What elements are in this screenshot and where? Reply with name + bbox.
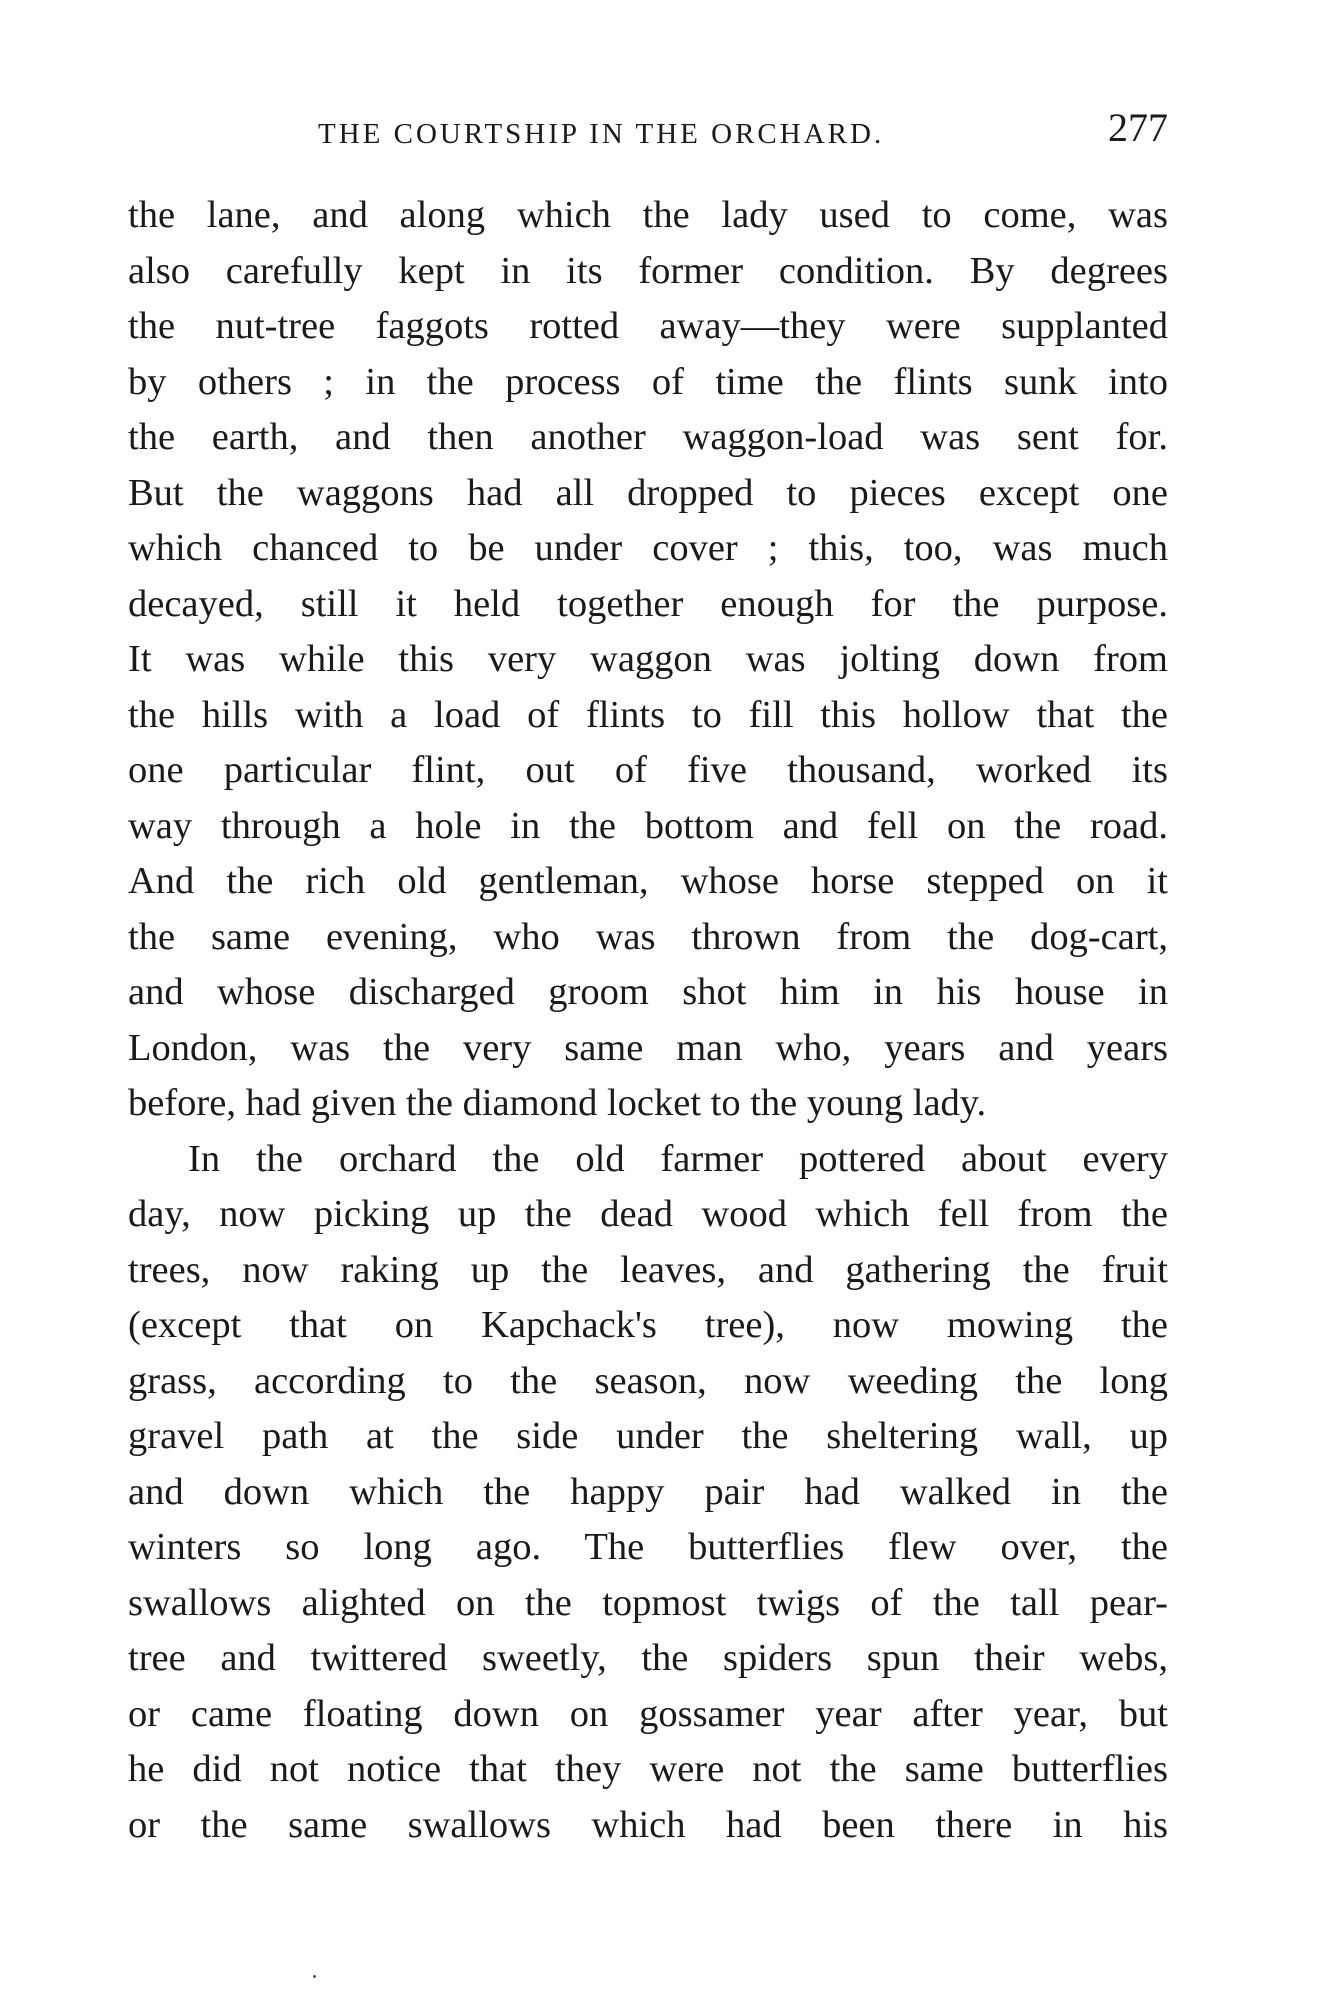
page-number: 277	[1108, 105, 1168, 150]
page-header	[128, 104, 1168, 164]
text-line: he did not notice that they were not the same butterflies	[128, 1748, 1168, 1790]
text-line: And the rich old gentleman, whose horse stepped on it	[128, 860, 1168, 902]
text-line-paragraph-start: In the orchard the old farmer pottered about every	[188, 1137, 1168, 1180]
text-line: and down which the happy pair had walked in the	[128, 1470, 1168, 1513]
text-line: or came floating down on gossamer year after year, but	[128, 1692, 1168, 1735]
text-line: way through a hole in the bottom and fell on the road.	[128, 804, 1168, 847]
text-line: decayed, still it held together enough for the purpose.	[128, 582, 1168, 625]
text-line: grass, according to the season, now weeding the long	[128, 1359, 1168, 1402]
text-line: or the same swallows which had been there in his	[128, 1803, 1168, 1846]
text-line: It was while this very waggon was jolting down from	[128, 638, 1168, 680]
text-line: the same evening, who was thrown from the dog-cart,	[128, 915, 1168, 958]
body-text	[128, 188, 1168, 1853]
text-line: also carefully kept in its former condition. By degrees	[128, 249, 1168, 292]
text-line: gravel path at the side under the sheltering wall, up	[128, 1415, 1168, 1457]
text-line: by others ; in the process of time the flints sunk into	[128, 360, 1168, 403]
text-line: and whose discharged groom shot him in his house in	[128, 971, 1168, 1013]
text-line: tree and twittered sweetly, the spiders spun their webs,	[128, 1637, 1168, 1679]
text-line: But the waggons had all dropped to pieces except one	[128, 471, 1168, 514]
text-line-paragraph-end: before, had given the diamond locket to the young lady.	[128, 1082, 987, 1124]
text-line: winters so long ago. The butterflies flew over, the	[128, 1526, 1168, 1568]
text-line: (except that on Kapchack's tree), now mowing the	[128, 1304, 1168, 1346]
text-line: day, now picking up the dead wood which fell from the	[128, 1193, 1168, 1235]
text-line: the lane, and along which the lady used to come, was	[128, 194, 1168, 236]
text-line: London, was the very same man who, years and years	[128, 1026, 1168, 1069]
text-line: the hills with a load of flints to fill this hollow that the	[128, 693, 1168, 736]
text-line: trees, now raking up the leaves, and gathering the fruit	[128, 1248, 1168, 1291]
text-line: swallows alighted on the topmost twigs of the tall pear-	[128, 1581, 1168, 1624]
text-line: the nut-tree faggots rotted away—they were supplanted	[128, 305, 1168, 347]
paper-speck	[313, 1975, 316, 1978]
running-title: THE COURTSHIP IN THE ORCHARD.	[318, 118, 885, 150]
text-line: the earth, and then another waggon-load was sent for.	[128, 416, 1168, 458]
text-line: which chanced to be under cover ; this, too, was much	[128, 527, 1168, 569]
text-line: one particular flint, out of five thousand, worked its	[128, 749, 1168, 791]
